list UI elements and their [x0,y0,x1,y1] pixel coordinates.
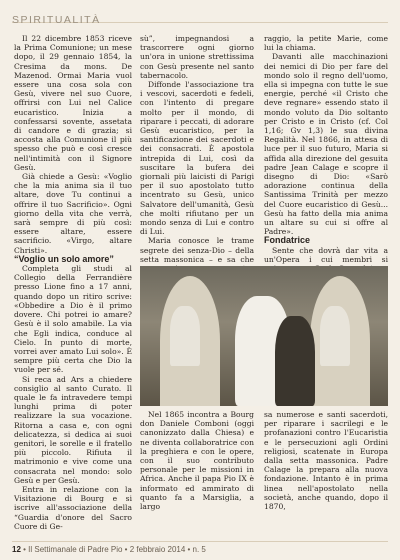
page-footer: 12 • Il Settimanale di Padre Pio • 2 febbraio 2014 • n. 5 [12,541,388,554]
paragraph: Si reca ad Ars a chiedere consiglio al santo Curato. Il quale le fa intravedere tempi lunghi prima di poter realizzare la sua vocazione. Ritorna a casa e, con ogni delicatezza, si dedica ai suoi genitori, le sorelle e il fratello più piccolo. Rifiuta il matrimonio e vive come una consacrata nel mondo: solo Gesù e per Gesù. [14,374,132,485]
paragraph: Sente che dovrà dar vita a un'Opera i cui membri si [264,245,388,264]
chapel-photo [140,266,388,406]
paragraph: sa numerose e santi sacerdoti, per riparare i sacrilegi e le profanazioni contro l'Eucaristia e le persecuzioni agli Ordini religiosi, scatenate in Europa dalla setta massonica. Padre Calage la prepara alla nuova fondazione. Intanto è in prima linea nell'apostolato nella società, anche quando, dopo il 1870, [264,410,388,512]
nun-figure [275,316,315,406]
paragraph: Diffonde l'associazione tra i vescovi, sacerdoti e fedeli, con l'intento di pregare molto per il mondo, di riparare i peccati, di adorare Gesù eucaristico, per la santificazione dei sacerdoti e dei consacrati. È apostola intrepida di Lui, così da suscitare la bufera dei giornali più laicisti di Parigi per il suo apostolato tutto incentrato su Gesù, unico Salvatore dell'umanità, Gesù che molti rifiutano per un mondo senza di Lui e contro di Lui. [140,80,254,237]
subheading: “Voglio un solo amore” [14,253,114,264]
bottom-right-text [264,410,388,511]
paragraph: Nel 1865 incontra a Bourg don Daniele Comboni (oggi canonizzato dalla Chiesa) e ne diventa collaboratrice con la preghiera e con le opere, con il suo contributo personale per le missioni in Africa. Anche il papa Pio IX è informato ed ammirato di quanto fa a Marsiglia, a largo [140,410,254,512]
publication-info: Il Settimanale di Padre Pio • 2 febbraio 2014 • n. 5 [28,545,206,554]
column-left [14,34,132,531]
paragraph: Davanti alle macchinazioni dei nemici di Dio per fare del mondo solo il regno dell'uomo, ella si impegna con tutte le sue energie, perché «il Cristo che deve regnare» essendo stato il mondo voluto da Dio soltanto per Cristo e in Cristo (cf. Col 1,16; Gv 1,3) le sua divina Regalità. Nel 1866, in attesa di luce per il suo futuro, Maria si affida alla direzione del gesuita padre Jean Calage e scopre il disegno di Dio: «Sarò adorazione continua della Santissima Trinità per mezzo del Cuore eucaristico di Gesù... Gesù ha fatto della mia anima un altare su cui si offre al Padre». [264,52,388,237]
section-title: SPIRITUALITÀ [12,14,101,26]
statue-icon [170,306,200,366]
bottom-left-text [140,410,254,511]
section-header [12,8,388,26]
statue-icon [320,306,350,366]
subheading: Fondatrice [264,235,311,246]
paragraph: sù”, impegnandosi a trascorrere ogni giorno un'ora in unione strettissima con Gesù presente nel santo tabernacolo. [140,34,254,80]
column-right [264,34,388,292]
paragraph: Già chiede a Gesù: «Voglio che la mia anima sia il tuo altare, dove Tu continui a offrire il tuo Sacrificio». Ogni giorno della vita che verrà, sarà sempre di più così: essere altare, essere sacrificio. «Virgo, altare Christi». [14,172,132,255]
paragraph: raggio, la petite Marie, come lui la chiama. [264,34,388,53]
paragraph: Entra in relazione con la Visitazione di Bourg e si iscrive all'associazione della “Guardia d'onore del Sacro Cuore di Ge- [14,484,132,531]
page-number: 12 [12,545,21,554]
paragraph: Il 22 dicembre 1853 riceve la Prima Comunione; un mese dopo, il 29 gennaio 1854, la Cresima da mons. De Mazenod. Ormai Maria vuol essere una cosa sola con Gesù, vivere nel suo Cuore, offrirsi con Lui nel Calice eucaristico. Inizia a confessarsi sovente, assetata di candore e di grazia; si accosta alla Comunione il più spesso che può e così cresce nell'intimità con il Signore Gesù. [14,34,132,172]
paragraph: Maria conosce le trame segrete dei senza-Dio – della setta massonica – e sa che [140,236,254,264]
paragraph: Completa gli studi al Collegio della Ferrandière presso Lione fino a 17 anni, quando dopo un ritiro scrive: «Obbedire a Dio è il primo dovere. Chi potrei io amare? Gesù è il solo amabile. La via che Egli indica, conduce al Cielo. In punto di morte, vorrei aver amato Lui solo». È sempre più certa che Dio la vuole per sé. [14,264,132,375]
